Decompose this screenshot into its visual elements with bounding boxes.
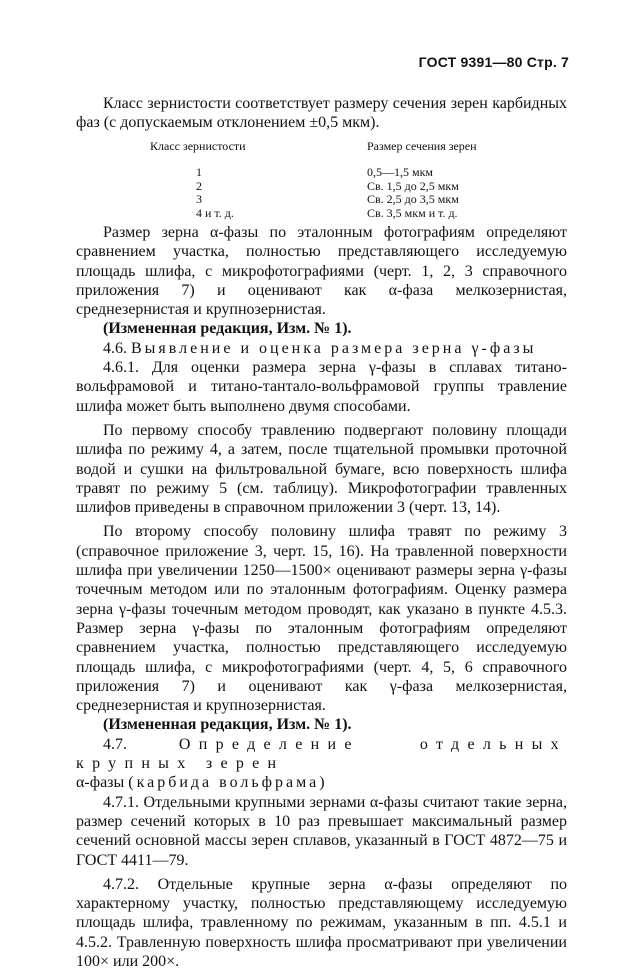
section-title: Выявление и оценка размера зерна γ-фазы [131,339,537,357]
table-cell-class: 3 [196,192,202,206]
paragraph-4-7-2: 4.7.2. Отдельные крупные зерна α-фазы определяют по характерному участку, полностью представляющему исследуемую площадь шлифа, травленному по режимам, указанным в пп. 4.5.1 и 4.5.2. Травленную поверхность шлифа просматривают при увеличении 100× или 200×. [76,875,567,970]
grain-class-table [150,140,570,220]
section-title-carbide: (карбида вольфрама) [128,774,328,792]
table-header-row [150,140,570,166]
paragraph-first-method: По первому способу травлению подвергают половину площади шлифа по режиму 4, а затем, после тщательной промывки проточной водой и сушки на фильтровальной бумаге, всю поверхность шлифа травят по режиму 5 (см. таблицу). Микрофотографии травленных шлифов приведены в справочном приложении 3 (черт. 13, 14). [76,421,567,517]
table-row [150,207,570,221]
section-title-phase: α-фазы [76,774,125,792]
table-cell-size: Св. 3,5 мкм и т. д. [367,205,458,220]
table-row [150,193,570,207]
intro-paragraph: Класс зернистости соответствует размеру сечения зерен карбидных фаз (с допускаемым отклонением ±0,5 мкм). [76,95,567,132]
main-text [76,223,567,971]
table-cell-size: 0,5—1,5 мкм [367,165,434,179]
change-note: (Измененная редакция, Изм. № 1). [103,320,352,338]
table-cell-size: Св. 1,5 до 2,5 мкм [367,178,459,193]
section-number: 4.7. [103,735,127,753]
intro-text [76,94,567,133]
table-header-size: Размер сечения зерен [367,139,477,153]
section-title: Определение отдельных крупных зерен [76,735,567,773]
paragraph-4-6-1: 4.6.1. Для оценки размера зерна γ-фазы в сплавах титано-вольфрамовой и титано-тантало-вольфрамовой группы травление шлифа может быть выполнено двумя способами. [76,359,567,415]
table-cell-class: 1 [196,165,202,179]
paragraph-4-7-1: 4.7.1. Отдельными крупными зернами α-фазы считают такие зерна, размер сечений которых в 10 раз превышает максимальный размер сечений основной массы зерен сплавов, указанный в ГОСТ 4872—75 и ГОСТ 4411—79. [76,793,567,869]
table-cell-size: Св. 2,5 до 3,5 мкм [367,192,459,206]
table-cell-class: 4 и т. д. [196,205,234,220]
page-header: ГОСТ 9391—80 Стр. 7 [418,54,569,70]
section-4-7-heading [76,735,567,774]
section-4-7-heading-cont [76,773,567,792]
section-number: 4.6. [103,339,127,357]
table-header-class: Класс зернистости [150,139,246,153]
paragraph-alpha-grain: Размер зерна α-фазы по эталонным фотографиям определяют сравнением участка, полностью представляющего исследуемую площадь шлифа, с микрофотографиями (черт. 1, 2, 3 справочного приложения 7) и оценивают как α-фаза мелкозернистая, среднезернистая и крупнозернистая. [76,224,567,319]
table-row [150,180,570,194]
table-row [150,166,570,180]
change-note: (Измененная редакция, Изм. № 1). [103,716,352,734]
table-cell-class: 2 [196,178,202,193]
section-4-6-heading [76,339,567,358]
paragraph-second-method: По второму способу половину шлифа травят по режиму 3 (справочное приложение 3, черт. 15, 16). На травленной поверхности шлифа при увеличении 1250—1500× оценивают размеры зерна γ-фазы точечным методом или по эталонным фотографиям. Оценку размера зерна γ-фазы точечным методом проводят, как указано в пункте 4.5.3. Размер зерна γ-фазы по эталонным фотографиям определяют сравнением участка, полностью представляющего исследуемую площадь шлифа, с микрофотографиями (черт. 4, 5, 6 справочного приложения 7) и оценивают как γ-фаза мелкозернистая, среднезернистая и крупнозернистая. [76,523,567,715]
